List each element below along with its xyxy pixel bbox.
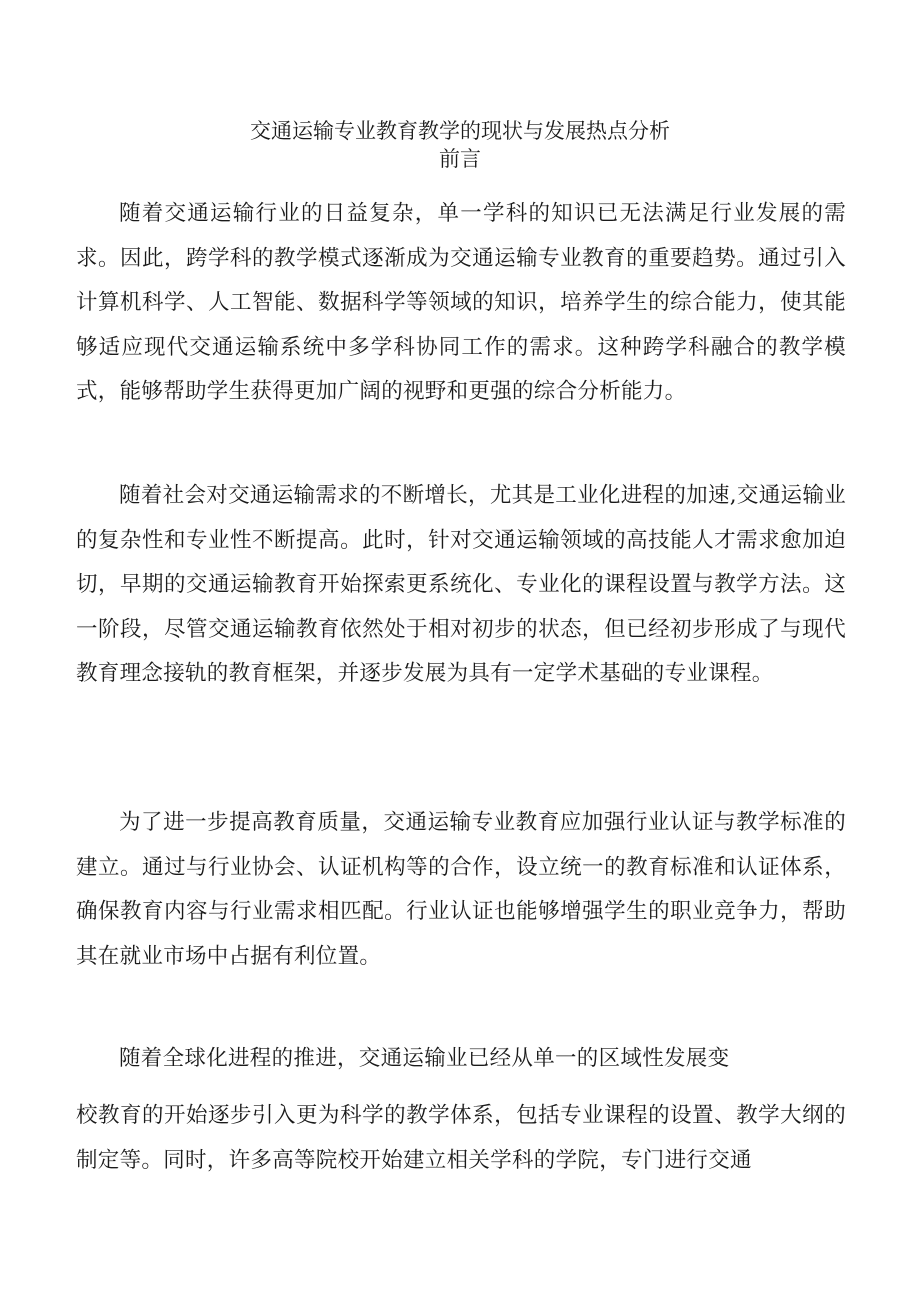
section-heading-preface: 前言 (439, 147, 481, 171)
paragraph-5: 校教育的开始逐步引入更为科学的教学体系，包括专业课程的设置、教学大纲的制定等。同时，许多高等院校开始建立相关学科的学院，专门进行交通 (76, 1103, 846, 1173)
paragraph-4: 随着全球化进程的推进，交通运输业已经从单一的区域性发展变 (119, 1046, 730, 1071)
paragraph-3: 为了进一步提高教育质量，交通运输专业教育应加强行业认证与教学标准的建立。通过与行业协会、认证机构等的合作，设立统一的教育标准和认证体系，确保教育内容与行业需求相匹配。行业认证也能够增强学生的职业竞争力，帮助其在就业市场中占据有利位置。 (76, 810, 846, 969)
paragraph-2: 随着社会对交通运输需求的不断增长，尤其是工业化进程的加速,交通运输业的复杂性和专业性不断提高。此时，针对交通运输领域的高技能人才需求愈加迫切，早期的交通运输教育开始探索更系统化、专业化的课程设置与教学方法。这一阶段，尽管交通运输教育依然处于相对初步的状态，但已经初步形成了与现代教育理念接轨的教育框架，并逐步发展为具有一定学术基础的专业课程。 (76, 483, 846, 686)
paragraph-1: 随着交通运输行业的日益复杂，单一学科的知识已无法满足行业发展的需求。因此，跨学科的教学模式逐渐成为交通运输专业教育的重要趋势。通过引入计算机科学、人工智能、数据科学等领域的知识，培养学生的综合能力，使其能够适应现代交通运输系统中多学科协同工作的需求。这种跨学科融合的教学模式，能够帮助学生获得更加广阔的视野和更强的综合分析能力。 (76, 201, 846, 404)
document-title: 交通运输专业教育教学的现状与发展热点分析 (250, 119, 670, 143)
